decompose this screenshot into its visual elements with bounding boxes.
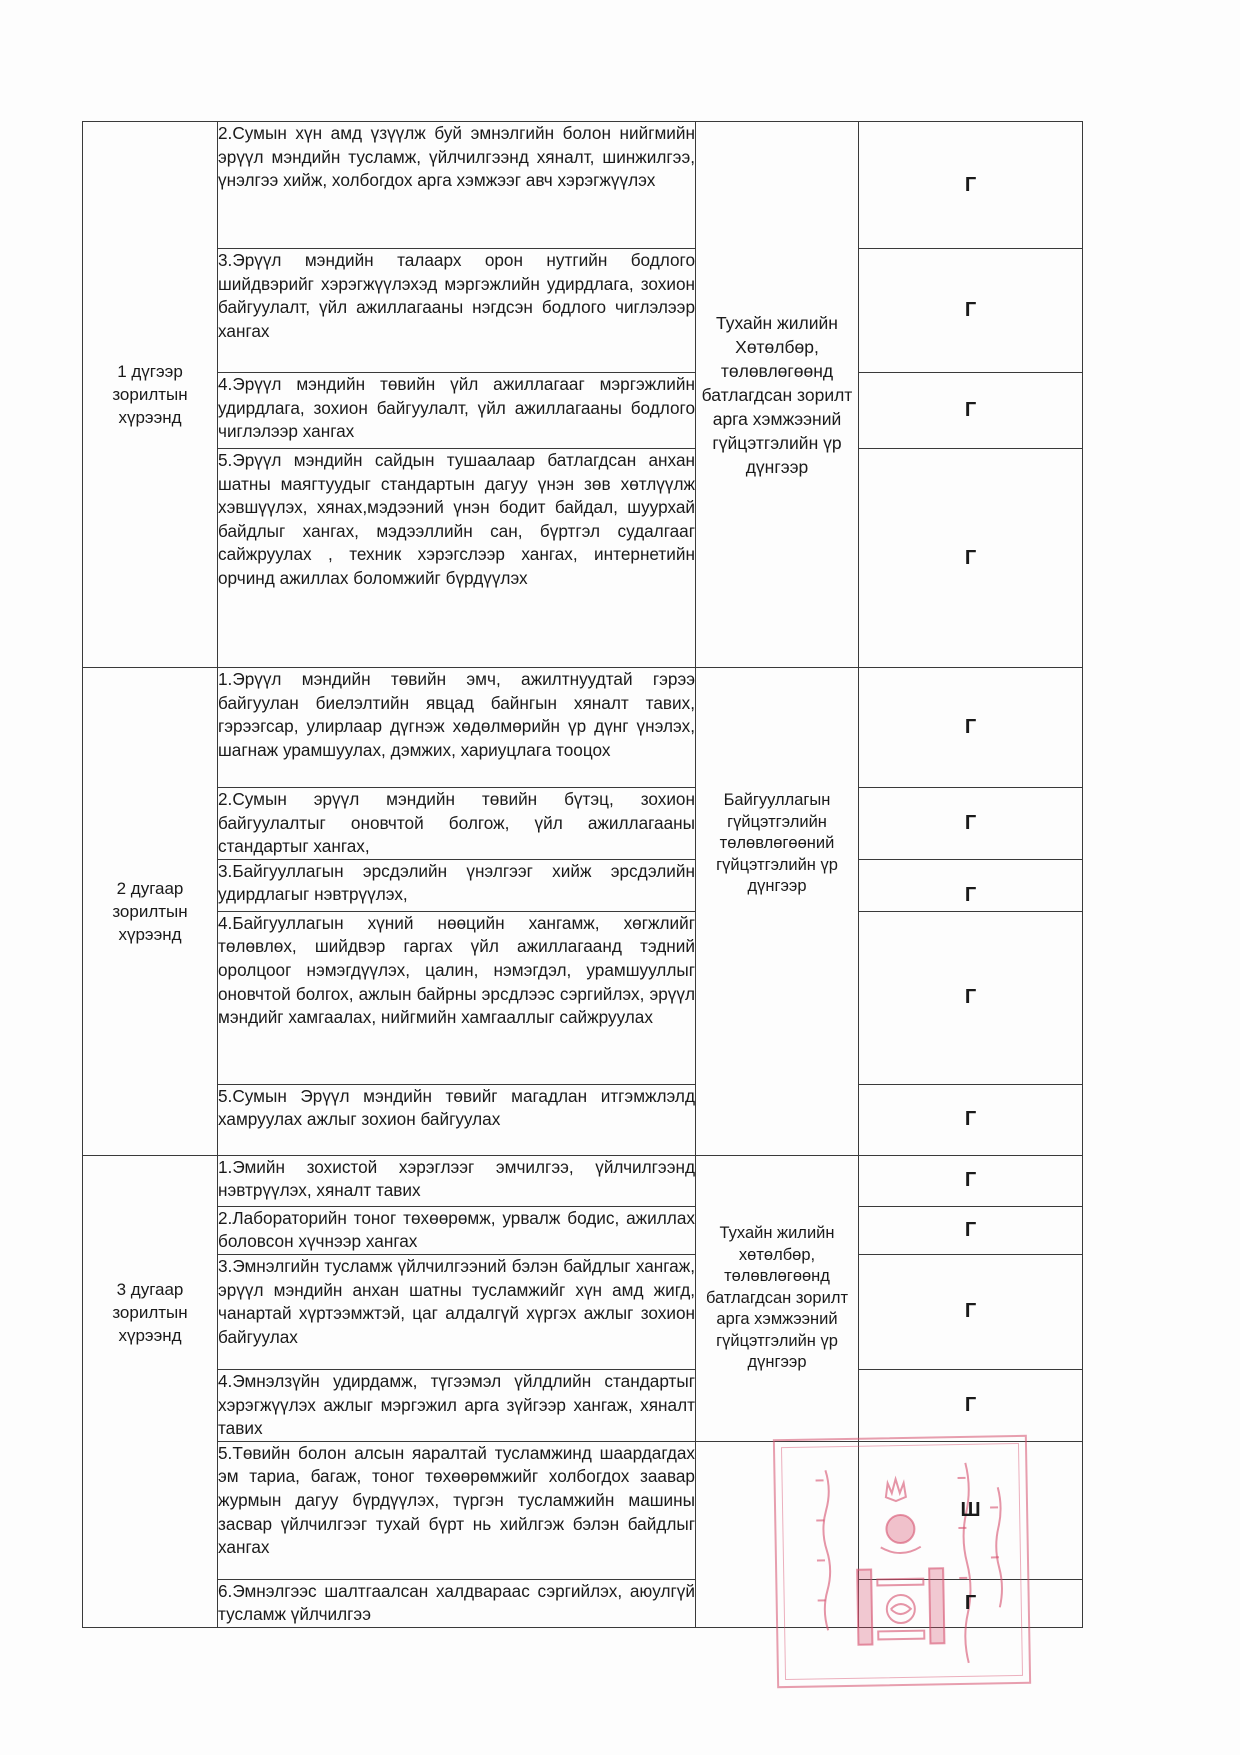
table-row (83, 911, 1083, 1084)
task-cell: 5.Сумын Эрүүл мэндийн төвийг магадлан итгэмжлэлд хамруулах ажлыг зохион байгуулах (218, 1084, 696, 1155)
grade-cell: Г (859, 449, 1083, 668)
task-cell: 6.Эмнэлгээс шалтгаалсан халдвараас сэргийлэх, аюулгүй тусламж үйлчилгээ (218, 1579, 696, 1627)
basis-cell-3b (696, 1441, 859, 1627)
group-label-3: 3 дугаар зорилтын хүрээнд (83, 1155, 218, 1627)
basis-cell-2: Байгууллагын гүйцэтгэлийн төлөвлөгөөний гүйцэтгэлийн үр дүнгээр (696, 668, 859, 1156)
table-row (83, 1441, 1083, 1579)
task-cell: 4.Эмнэлзүйн удирдамж, түгээмэл үйлдлийн стандартыг хэрэгжүүлэх ажлыг мэргэжил арга зүйгээр хангаж, хяналт тавих (218, 1369, 696, 1441)
task-cell: 1.Эмийн зохистой хэрэглээг эмчилгээ, үйлчилгээнд нэвтрүүлэх, хяналт тавих (218, 1155, 696, 1206)
grade-cell: Г (859, 668, 1083, 788)
grade-cell: Г (859, 1206, 1083, 1254)
task-cell: 1.Эрүүл мэндийн төвийн эмч, ажилтнуудтай гэрээ байгуулан биелэлтийн явцад байнгын хяналт тавих, гэрээгсар, улирлаар дүгнэж хөдөлмөрийн үр дүнг үнэлэх, шагнаж урамшуулах, дэмжих, хариуцлага тооцох (218, 668, 696, 788)
evaluation-table (82, 121, 1083, 1628)
task-cell: 5.Төвийн болон алсын яаралтай тусламжинд шаардагдах эм тариа, багаж, тоног төхөөрөмжийг холбогдох заавар журмын дагуу бүрдүүлэх, түргэн тусламжийн машины засвар үйлчилгээг тухай бүрт нь хийлгэж бэлэн байдлыг хангах (218, 1441, 696, 1579)
task-cell: 3.Эмнэлгийн тусламж үйлчилгээний бэлэн байдлыг хангаж, эрүүл мэндийн анхан шатны тусламжийг хүн амд жигд, чанартай хүртээмжтэй, цаг алдалгүй хүргэх ажлыг зохион байгуулах (218, 1254, 696, 1369)
task-cell: 2.Сумын хүн амд үзүүлж буй эмнэлгийн болон нийгмийн эрүүл мэндийн тусламж, үйлчилгээнд хяналт, шинжилгээ, үнэлгээ хийж, холбогдох арга хэмжээг авч хэрэгжүүлэх (218, 122, 696, 249)
table-row (83, 1206, 1083, 1254)
table-row (83, 668, 1083, 788)
task-cell: 5.Эрүүл мэндийн сайдын тушаалаар батлагдсан анхан шатны маягтуудыг стандартын дагуу үнэн зөв хөтлүүлж хэвшүүлэх, хянах,мэдээний үнэн бодит байдал, шуурхай байдлыг хангах, мэдээллийн сан, бүртгэл судалгааг сайжруулах , техник хэрэгслээр хангах, интернетийн орчинд ажиллах боломжийг бүрдүүлэх (218, 449, 696, 668)
basis-cell-1: Тухайн жилийн Хөтөлбөр, төлөвлөгөөнд батлагдсан зорилт арга хэмжээний гүйцэтгэлийн үр дүнгээр (696, 122, 859, 668)
table-row (83, 1369, 1083, 1441)
table-row (83, 859, 1083, 911)
basis-cell-3: Тухайн жилийн хөтөлбөр, төлөвлөгөөнд батлагдсан зорилт арга хэмжээний гүйцэтгэлийн үр дүнгээр (696, 1155, 859, 1441)
grade-cell: Г (859, 373, 1083, 449)
grade-cell: Ш (859, 1441, 1083, 1579)
table-row (83, 122, 1083, 249)
table-row (83, 1579, 1083, 1627)
grade-cell: Г (859, 911, 1083, 1084)
grade-cell: Г (859, 1369, 1083, 1441)
task-cell: 2.Лабораторийн тоног төхөөрөмж, урвалж бодис, ажиллах боловсон хүчнээр хангах (218, 1206, 696, 1254)
table-row (83, 249, 1083, 373)
task-cell: 4.Эрүүл мэндийн төвийн үйл ажиллагааг мэргэжлийн удирдлага, зохион байгуулалт, үйл ажиллагааны бодлого чиглэлээр хангах (218, 373, 696, 449)
grade-cell: Г (859, 249, 1083, 373)
grade-cell: Г (859, 1579, 1083, 1627)
task-cell: 2.Сумын эрүүл мэндийн төвийн бүтэц, зохион байгуулалтыг оновчтой болгож, үйл ажиллагааны стандартыг хангах, (218, 788, 696, 860)
grade-cell: Г (859, 859, 1083, 911)
grade-cell: Г (859, 788, 1083, 860)
grade-cell: Г (859, 1084, 1083, 1155)
table-row (83, 449, 1083, 668)
task-cell: 3.Эрүүл мэндийн талаарх орон нутгийн бодлого шийдвэрийг хэрэгжүүлэхэд мэргэжлийн удирдлага, зохион байгуулалт, үйл ажиллагааны нэгдсэн бодлого чиглэлээр хангах (218, 249, 696, 373)
table-row (83, 1084, 1083, 1155)
grade-cell: Г (859, 122, 1083, 249)
task-cell: 3.Байгууллагын эрсдэлийн үнэлгээг хийж эрсдэлийн удирдлагыг нэвтрүүлэх, (218, 859, 696, 911)
table-row (83, 373, 1083, 449)
table-row (83, 1254, 1083, 1369)
group-label-1: 1 дүгээр зорилтын хүрээнд (83, 122, 218, 668)
grade-cell: Г (859, 1155, 1083, 1206)
task-cell: 4.Байгууллагын хүний нөөцийн хангамж, хөгжлийг төлөвлөх, шийдвэр гаргах үйл ажиллагаанд тэдний оролцоог нэмэгдүүлэх, цалин, нэмэгдэл, урамшууллыг оновчтой болгох, ажлын байрны эрсдлээс сэргийлэх, эрүүл мэндийг хамгаалах, нийгмийн хамгааллыг сайжруулах (218, 911, 696, 1084)
table-row (83, 1155, 1083, 1206)
grade-cell: Г (859, 1254, 1083, 1369)
group-label-2: 2 дугаар зорилтын хүрээнд (83, 668, 218, 1156)
table-row (83, 788, 1083, 860)
